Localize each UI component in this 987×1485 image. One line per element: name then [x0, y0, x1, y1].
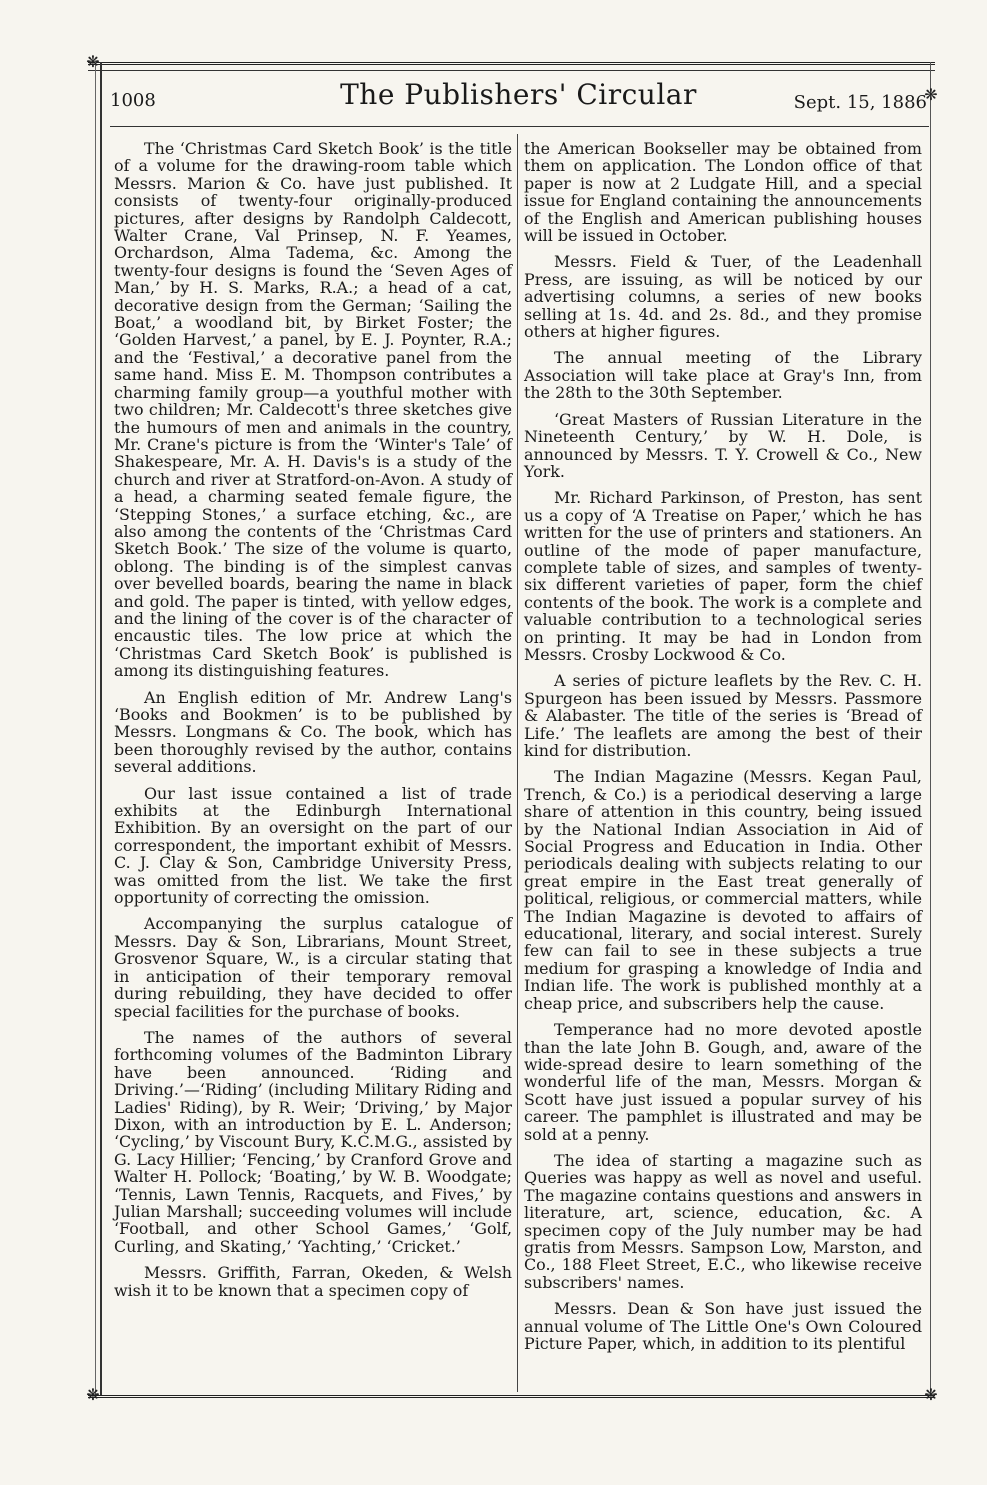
header-rule: [110, 126, 929, 127]
paragraph: The ‘Christmas Card Sketch Book’ is the title of a volume for the drawing-room table which Messrs. Marion & Co. have just published. It consists of twenty-four originally-produced pictures, after designs by Randolph Caldecott, Walter Crane, Val Prinsep, N. F. Yeames, Orchardson, Alma Tadema, &c. Among the twenty-four designs is found the ‘Seven Ages of Man,’ by H. S. Marks, R.A.; a head of a cat, decorative design from the German; ‘Sailing the Boat,’ a woodland bit, by Birket Foster; the ‘Golden Harvest,’ a panel, by E. J. Poynter, R.A.; and the ‘Festival,’ a decorative panel from the same hand. Miss E. M. Thompson contributes a charming family group—a youthful mother with two children; Mr. Caldecott's three sketches give the humours of men and animals in the country, Mr. Crane's picture is from the ‘Winter's Tale’ of Shakespeare, Mr. A. H. Davis's is a study of the church and river at Stratford-on-Avon. A study of a head, a charming seated female figure, the ‘Stepping Stones,’ a surface etching, &c., are also among the contents of the ‘Christmas Card Sketch Book.’ The size of the volume is quarto, oblong. The binding is of the simplest canvas over bevelled boards, bearing the name in black and gold. The paper is tinted, with yellow edges, and the lining of the cover is of the character of encaustic tiles. The low price at which the ‘Christmas Card Sketch Book’ is published is among its distinguishing features.: [114, 139, 512, 681]
corner-ornament-icon: ❋: [924, 1385, 938, 1404]
paragraph: Messrs. Griffith, Farran, Okeden, & Welsh wish it to be known that a specimen copy of: [114, 1263, 512, 1300]
paragraph: Our last issue contained a list of trade exhibits at the Edinburgh International Exhibition. By an oversight on the part of our correspondent, the important exhibit of Messrs. C. J. Clay & Son, Cambridge University Press, was omitted from the list. We take the first opportunity of correcting the omission.: [114, 783, 512, 908]
paragraph: An English edition of Mr. Andrew Lang's ‘Books and Bookmen’ is to be published by Messrs. Longmans & Co. The book, which has been thoroughly revised by the author, contains several additions.: [114, 687, 512, 777]
running-title: The Publishers' Circular: [340, 78, 697, 111]
column-divider: [517, 134, 518, 1392]
paragraph: Messrs. Field & Tuer, of the Leadenhall Press, are issuing, as will be noticed by our advertising columns, a series of new books selling at 1s. 4d. and 2s. 8d., and they promise others at higher figures.: [524, 252, 922, 342]
paragraph: The names of the authors of several forthcoming volumes of the Badminton Library have been announced. ‘Riding and Driving.’—‘Riding’ (including Military Riding and Ladies' Riding), by R. Weir; ‘Driving,’ by Major Dixon, with an introduction by E. L. Anderson; ‘Cycling,’ by Viscount Bury, K.C.M.G., assisted by G. Lacy Hillier; ‘Fencing,’ by Cranford Grove and Walter H. Pollock; ‘Boating,’ by W. B. Woodgate; ‘Tennis, Lawn Tennis, Racquets, and Fives,’ by Julian Marshall; succeeding volumes will include ‘Football, and other School Games,’ ‘Golf, Curling, and Skating,’ ‘Yachting,’ ‘Cricket.’: [114, 1027, 512, 1256]
right-border: [930, 62, 931, 1395]
corner-ornament-icon: ❋: [86, 1385, 100, 1404]
paragraph: the American Bookseller may be obtained from them on application. The London office of that paper is now at 2 Ludgate Hill, and a special issue for England containing the announcements of the English and American publishing houses will be issued in October.: [524, 139, 922, 246]
corner-ornament-icon: ❋: [924, 85, 938, 104]
corner-ornament-icon: ❋: [86, 52, 100, 71]
paragraph: Accompanying the surplus catalogue of Messrs. Day & Son, Librarians, Mount Street, Grosvenor Square, W., is a circular stating that in anticipation of their temporary removal during rebuilding, they have decided to offer special facilities for the purchase of books.: [114, 914, 512, 1021]
top-border-inner: [88, 70, 935, 71]
issue-date: Sept. 15, 1886: [793, 92, 927, 113]
paragraph: ‘Great Masters of Russian Literature in the Nineteenth Century,’ by W. H. Dole, is announced by Messrs. T. Y. Crowell & Co., New York.: [524, 409, 922, 481]
right-column: [524, 140, 922, 1361]
left-border-outer: [95, 62, 96, 1395]
paragraph: Messrs. Dean & Son have just issued the annual volume of The Little One's Own Coloured Picture Paper, which, in addition to its plentiful: [524, 1299, 922, 1353]
page-header: [110, 78, 927, 118]
left-column: [114, 140, 512, 1308]
paragraph: A series of picture leaflets by the Rev. C. H. Spurgeon has been issued by Messrs. Passmore & Alabaster. The title of the series is ‘Bread of Life.’ The leaflets are among the best of their kind for distribution.: [524, 671, 922, 760]
paragraph: Mr. Richard Parkinson, of Preston, has sent us a copy of ‘A Treatise on Paper,’ which he has written for the use of printers and stationers. An outline of the mode of paper manufacture, complete table of sizes, and samples of twenty-six different varieties of paper, form the chief contents of the book. The work is a complete and valuable contribution to a technological series on printing. It may be had in London from Messrs. Crosby Lockwood & Co.: [524, 488, 922, 664]
paragraph: The annual meeting of the Library Association will take place at Gray's Inn, from the 28th to the 30th September.: [524, 348, 922, 403]
page-number: 1008: [110, 90, 156, 111]
left-border: [100, 62, 102, 1395]
top-border: [88, 62, 935, 65]
paragraph: The idea of starting a magazine such as Queries was happy as well as novel and useful. The magazine contains questions and answers in literature, art, science, education, &c. A specimen copy of the July number may be had gratis from Messrs. Sampson Low, Marston, and Co., 188 Fleet Street, E.C., who likewise receive subscribers' names.: [524, 1150, 922, 1292]
paragraph: The Indian Magazine (Messrs. Kegan Paul, Trench, & Co.) is a periodical deserving a large share of attention in this country, being issued by the National Indian Association in Aid of Social Progress and Education in India. Other periodicals dealing with subjects relating to our great empire in the East treat generally of political, religious, or commercial matters, while The Indian Magazine is devoted to affairs of educational, literary, and social interest. Surely few can fail to see in these subjects a true medium for grasping a knowledge of India and Indian life. The work is published monthly at a cheap price, and subscribers help the cause.: [524, 767, 922, 1013]
paragraph: Temperance had no more devoted apostle than the late John B. Gough, and, aware of the wide-spread desire to learn something of the wonderful life of the man, Messrs. Morgan & Scott have just issued a popular survey of his career. The pamphlet is illustrated and may be sold at a penny.: [524, 1020, 922, 1144]
bottom-border: [88, 1395, 935, 1398]
